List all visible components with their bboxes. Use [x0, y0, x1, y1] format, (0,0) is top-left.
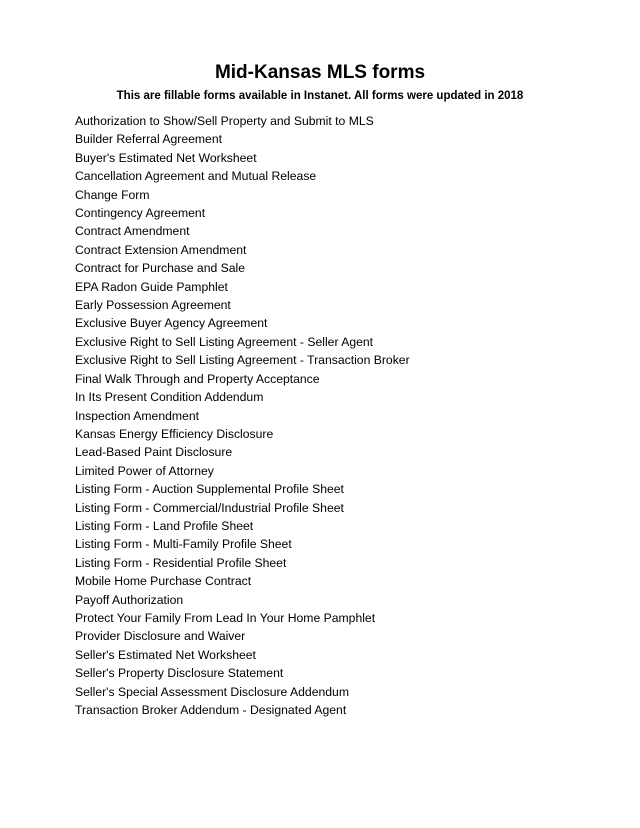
form-list-item: Cancellation Agreement and Mutual Release [75, 169, 317, 184]
page-title: Mid-Kansas MLS forms [214, 62, 426, 83]
form-list-item: Builder Referral Agreement [75, 132, 222, 147]
form-list-item: Early Possession Agreement [75, 298, 231, 313]
form-list-item: In Its Present Condition Addendum [75, 390, 264, 405]
form-list-item: Listing Form - Residential Profile Sheet [75, 555, 287, 570]
form-list-item: Seller's Property Disclosure Statement [75, 666, 284, 681]
form-list-item: Listing Form - Auction Supplemental Profile Sheet [75, 482, 344, 497]
form-list-item: Contract Extension Amendment [75, 242, 247, 257]
form-list-item: Final Walk Through and Property Acceptance [75, 371, 320, 386]
form-list-item: Lead-Based Paint Disclosure [75, 445, 233, 460]
forms-list [75, 112, 410, 719]
form-list-item: Exclusive Right to Sell Listing Agreement - Seller Agent [75, 334, 374, 349]
form-list-item: Seller's Special Assessment Disclosure Addendum [75, 684, 349, 699]
form-list-item: Mobile Home Purchase Contract [75, 574, 252, 589]
form-list-item: Change Form [75, 187, 150, 202]
form-list-item: Seller's Estimated Net Worksheet [75, 647, 256, 662]
form-list-item: Contract Amendment [75, 224, 190, 239]
form-list-item: Listing Form - Multi-Family Profile Sheet [75, 537, 292, 552]
form-list-item: Inspection Amendment [75, 408, 199, 423]
form-list-item: Listing Form - Land Profile Sheet [75, 518, 254, 533]
form-list-item: Contingency Agreement [75, 206, 206, 221]
form-list-item: EPA Radon Guide Pamphlet [75, 279, 228, 294]
form-list-item: Protect Your Family From Lead In Your Home Pamphlet [75, 610, 376, 625]
form-list-item: Listing Form - Commercial/Industrial Profile Sheet [75, 500, 344, 515]
form-list-item: Authorization to Show/Sell Property and Submit to MLS [75, 114, 374, 128]
form-list-item: Exclusive Buyer Agency Agreement [75, 316, 268, 331]
form-list-item: Contract for Purchase and Sale [75, 261, 246, 276]
form-list-item: Kansas Energy Efficiency Disclosure [75, 426, 274, 441]
form-list-item: Buyer's Estimated Net Worksheet [75, 150, 257, 165]
form-list-item: Payoff Authorization [75, 592, 184, 607]
form-list-item: Limited Power of Attorney [75, 463, 214, 478]
page-subtitle: This are fillable forms available in Instanet. All forms were updated in 2018 [116, 90, 524, 102]
form-list-item: Transaction Broker Addendum - Designated Agent [75, 703, 347, 717]
form-list-item: Provider Disclosure and Waiver [75, 629, 246, 644]
form-list-item: Exclusive Right to Sell Listing Agreement - Transaction Broker [75, 353, 410, 368]
